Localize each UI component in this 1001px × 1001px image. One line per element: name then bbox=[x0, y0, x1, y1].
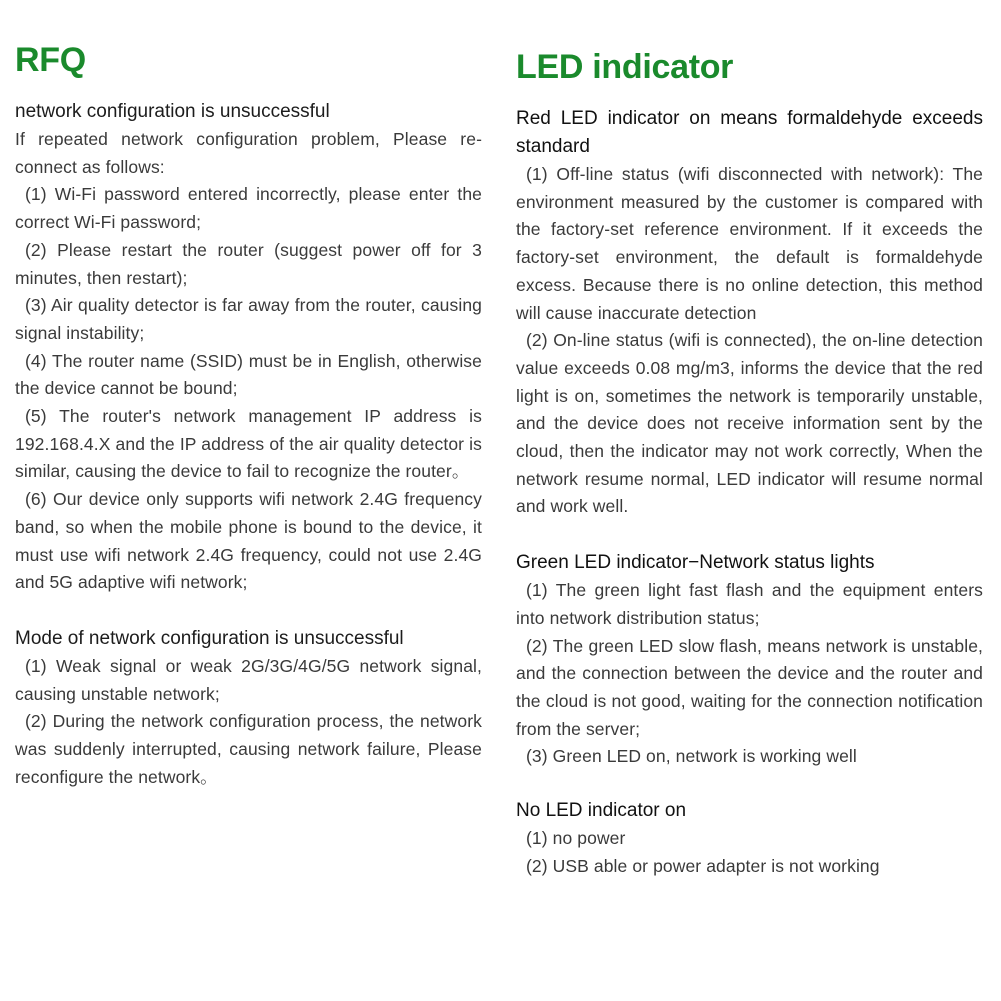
config-mode-item-2: (2) During the network configuration process, the network was suddenly interrupted, causing network failure, Please reconfigure the network。 bbox=[15, 711, 482, 787]
network-config-heading: network configuration is unsuccessful bbox=[15, 101, 330, 122]
no-led-heading: No LED indicator on bbox=[516, 800, 687, 822]
led-title: LED indicator bbox=[516, 48, 734, 86]
spacer bbox=[516, 771, 983, 797]
network-config-item-5: (5) The router's network management IP address is 192.168.4.X and the IP address of the air quality detector is similar, causing the device to fail to recognize the router。 bbox=[15, 406, 482, 482]
config-mode-item-1: (1) Weak signal or weak 2G/3G/4G/5G network signal, causing unstable network; bbox=[15, 655, 482, 704]
network-config-item-4: (4) The router name (SSID) must be in English, otherwise the device cannot be bound; bbox=[15, 350, 482, 399]
network-config-intro: If repeated network configuration problem, Please re-connect as follows: bbox=[15, 129, 482, 177]
led-column bbox=[516, 0, 983, 880]
green-led-item-2: (2) The green LED slow flash, means network is unstable, and the connection between the device and the router and the cloud is not good, waiting for the connection notification from the server; bbox=[516, 635, 983, 739]
spacer bbox=[516, 521, 983, 549]
network-config-item-2: (2) Please restart the router (suggest power off for 3 minutes, then restart); bbox=[15, 239, 482, 288]
network-config-item-1: (1) Wi-Fi password entered incorrectly, please enter the correct Wi-Fi password; bbox=[15, 184, 482, 233]
green-led-item-1: (1) The green light fast flash and the equipment enters into network distribution status; bbox=[516, 580, 983, 628]
network-config-item-3: (3) Air quality detector is far away from the router, causing signal instability; bbox=[15, 295, 482, 343]
network-config-item-6: (6) Our device only supports wifi network 2.4G frequency band, so when the mobile phone is bound to the device, it must use wifi network 2.4G frequency, could not use 2.4G and 5G adaptive wifi network; bbox=[15, 489, 482, 593]
red-led-heading: Red LED indicator on means formaldehyde exceeds standard bbox=[516, 108, 983, 157]
green-led-item-3: (3) Green LED on, network is working well bbox=[526, 746, 857, 767]
red-led-item-1: (1) Off-line status (wifi disconnected with network): The environment measured by the customer is compared with the factory-set reference environment. If it exceeds the factory-set environment, the default is formaldehyde excess. Because there is no online detection, this method will cause inaccurate detection bbox=[516, 164, 983, 323]
spacer bbox=[15, 597, 482, 625]
no-led-item-2: (2) USB able or power adapter is not working bbox=[526, 855, 880, 876]
rfq-title: RFQ bbox=[15, 41, 86, 79]
rfq-column bbox=[15, 0, 482, 791]
no-led-item-1: (1) no power bbox=[526, 828, 626, 849]
config-mode-heading: Mode of network configuration is unsuccessful bbox=[15, 627, 404, 649]
red-led-item-2: (2) On-line status (wifi is connected), the on-line detection value exceeds 0.08 mg/m3, informs the device that the red light is on, sometimes the network is temporarily unstable, and the device does not receive information sent by the cloud, then the indicator may not work correctly, When the network resume normal, LED indicator will resume normal and work well. bbox=[516, 330, 983, 517]
green-led-heading: Green LED indicator−Network status lights bbox=[516, 552, 875, 574]
